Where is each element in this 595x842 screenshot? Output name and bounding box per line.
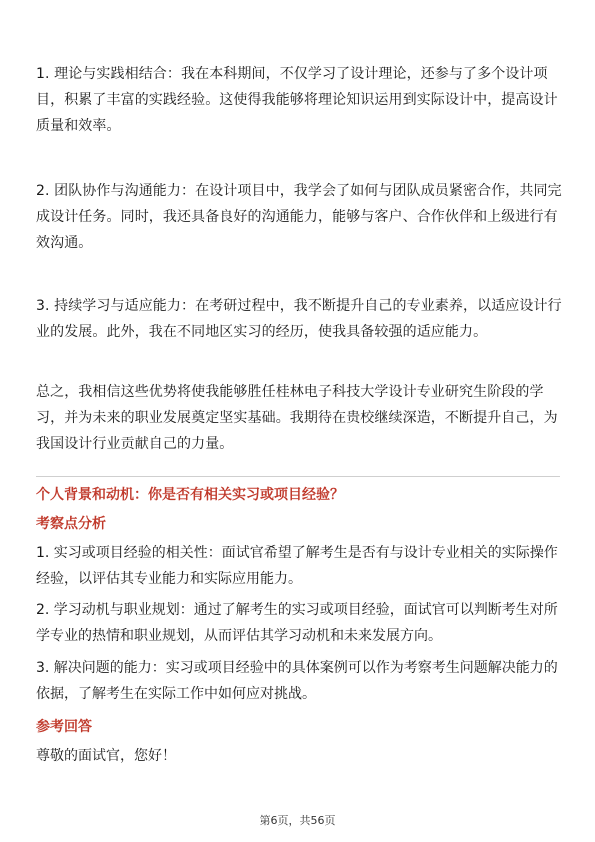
paragraph-continuous-learning: 3. 持续学习与适应能力：在考研过程中，我不断提升自己的专业素养，以适应设计行业的发展。此外，我在不同地区实习的经历，使我具备较强的适应能力。: [36, 298, 562, 340]
answer-heading: 参考回答: [36, 719, 92, 735]
analysis-point-motivation: 2. 学习动机与职业规划：通过了解考生的实习或项目经验，面试官可以判断考生对所学专业的热情和职业规划，从而评估其学习动机和未来发展方向。: [36, 602, 558, 644]
paragraph-conclusion: 总之，我相信这些优势将使我能够胜任桂林电子科技大学设计专业研究生阶段的学习，并为未来的职业发展奠定坚实基础。我期待在贵校继续深造，不断提升自己，为我国设计行业贡献自己的力量。: [36, 384, 558, 452]
question-title: 个人背景和动机：你是否有相关实习或项目经验？: [36, 487, 344, 503]
analysis-heading: 考察点分析: [36, 516, 106, 532]
paragraph-teamwork: 2. 团队协作与沟通能力：在设计项目中，我学会了如何与团队成员紧密合作，共同完成设计任务。同时，我还具备良好的沟通能力，能够与客户、合作伙伴和上级进行有效沟通。: [36, 183, 562, 251]
answer-opening: 尊敬的面试官，您好！: [36, 748, 176, 764]
section-divider: [36, 476, 560, 477]
analysis-point-relevance: 1. 实习或项目经验的相关性：面试官希望了解考生是否有与设计专业相关的实际操作经验，以评估其专业能力和实际应用能力。: [36, 545, 558, 587]
paragraph-theory-practice: 1. 理论与实践相结合：我在本科期间，不仅学习了设计理论，还参与了多个设计项目，积累了丰富的实践经验。这使得我能够将理论知识运用到实际设计中，提高设计质量和效率。: [36, 66, 558, 134]
analysis-point-problem-solving: 3. 解决问题的能力：实习或项目经验中的具体案例可以作为考察考生问题解决能力的依据，了解考生在实际工作中如何应对挑战。: [36, 660, 558, 702]
page-number: 第6页，共56页: [259, 814, 336, 827]
